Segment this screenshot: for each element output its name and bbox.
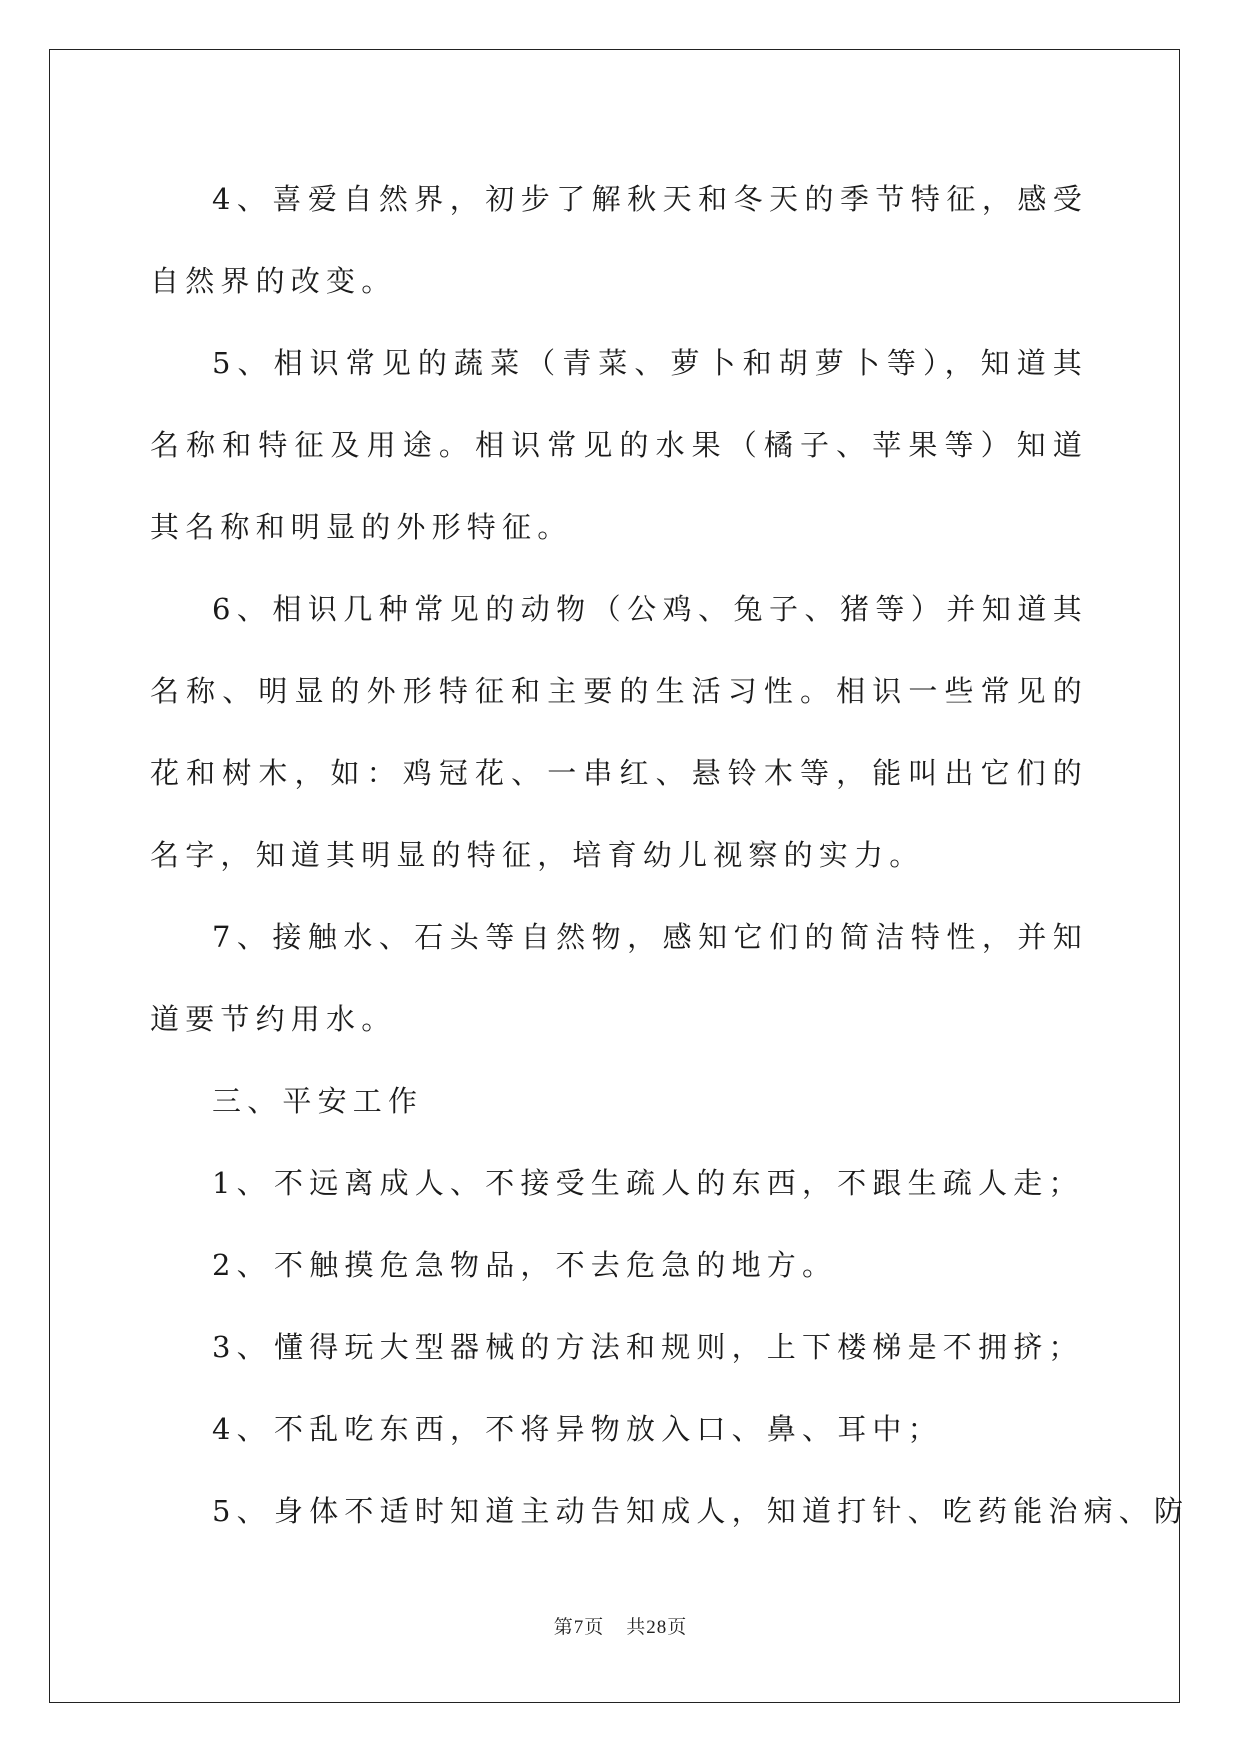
paragraph-4: 4、喜爱自然界，初步了解秋天和冬天的季节特征，感受自然界的改变。 (150, 182, 1088, 298)
safety-item-text: 不乱吃东西，不将异物放入口、鼻、耳中； (274, 1412, 943, 1446)
paragraph-7: 7、接触水、石头等自然物，感知它们的简洁特性，并知道要节约用水。 (150, 920, 1088, 1036)
safety-item-1 (150, 1142, 1088, 1224)
safety-item-number: 1、 (212, 1166, 272, 1200)
safety-item-2 (150, 1224, 1088, 1306)
document-body (150, 158, 1190, 1552)
safety-item-4 (150, 1388, 1088, 1470)
safety-item-number: 3、 (212, 1330, 272, 1364)
safety-item-number: 4、 (212, 1412, 272, 1446)
safety-item-number: 5、 (212, 1494, 272, 1528)
page-number: 第7页 (553, 1617, 605, 1638)
safety-item-text: 不触摸危急物品，不去危急的地方。 (274, 1248, 838, 1282)
paragraph-6: 6、相识几种常见的动物（公鸡、兔子、猪等）并知道其名称、明显的外形特征和主要的生活习性。相识一些常见的花和树木，如：鸡冠花、一串红、悬铃木等，能叫出它们的名字，知道其明显的特征，培育幼儿视察的实力。 (150, 592, 1088, 872)
safety-item-text: 懂得玩大型器械的方法和规则，上下楼梯是不拥挤； (274, 1330, 1084, 1364)
section-heading: 三、平安工作 (212, 1084, 424, 1118)
safety-item-5 (150, 1470, 1190, 1552)
safety-item-3 (150, 1306, 1088, 1388)
safety-item-text: 身体不适时知道主动告知成人，知道打针、吃药能治病、防 (274, 1494, 1190, 1528)
safety-item-text: 不远离成人、不接受生疏人的东西，不跟生疏人走； (274, 1166, 1084, 1200)
safety-item-number: 2、 (212, 1248, 272, 1282)
paragraph-5: 5、相识常见的蔬菜（青菜、萝卜和胡萝卜等），知道其名称和特征及用途。相识常见的水果（橘子、苹果等）知道其名称和明显的外形特征。 (150, 346, 1088, 544)
page-footer (0, 1612, 1241, 1639)
page-total: 共28页 (626, 1617, 688, 1638)
